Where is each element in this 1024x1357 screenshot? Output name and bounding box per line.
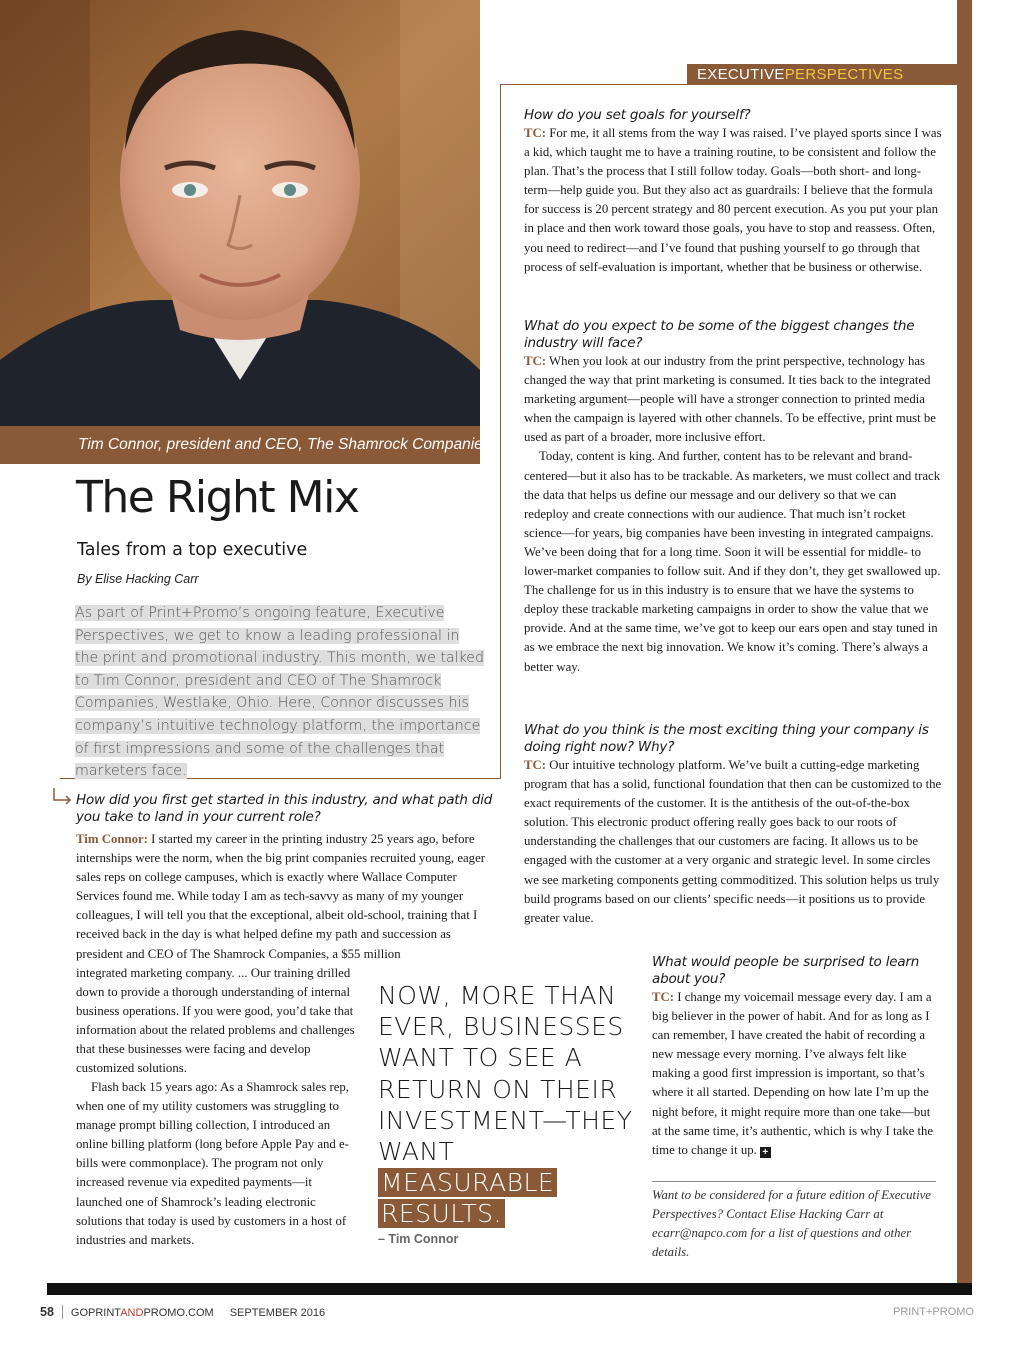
- answer-1-text: I started my career in the printing industry 25 years ago, before internships were the norm, when the big print companies recruited young, eager sales reps on college campuses, which is exactly where Wallace Computer Services found me. While today I am as tech-savvy as many of my younger colleagues, I will tell you that the exceptional, albeit old-school, training that I received back in the day is what helped define my path and succession as president and CEO of The Shamrock Companies, a $55 million: [76, 832, 486, 961]
- photo-caption: Tim Connor, president and CEO, The Shamrock Companies: [0, 426, 480, 464]
- page-edge-bar: [957, 0, 972, 1283]
- site-prefix: GOPRINT: [70, 1307, 121, 1319]
- answer-1-part-2: [76, 964, 356, 1079]
- page-number: 58: [40, 1305, 54, 1319]
- answer-5: [652, 988, 940, 1160]
- banner-part-perspectives: PERSPECTIVES: [784, 66, 904, 83]
- article-byline: By Elise Hacking Carr: [77, 572, 199, 586]
- pull-quote-highlight: MEASURABLE RESULTS.: [378, 1168, 557, 1228]
- page-footer: [40, 1305, 325, 1319]
- answer-1-text-continued: integrated marketing company. ... Our training drilled down to provide a thorough understanding of internal business operations. If you were good, you’d take that information about the related problems and challenges that these businesses were facing and develop customized solutions.: [76, 966, 355, 1076]
- answer-2-text: For me, it all stems from the way I was raised. I’ve played sports since I was a kid, which taught me to have a training routine, to be consistent and follow the plan. That’s the process that I still follow today. Goals—both short- and long-term—help guide you. But they also act as guardrails: I believe that the formula for success is 20 percent strategy and 80 percent execution. As you put your plan in place and then work toward those goals, you have to stop and reassess. Often, you need to redirect—and I’ve found that pushing yourself to go through that process of self-evaluation is important, whether that be business or otherwise.: [524, 126, 942, 274]
- speaker-label: Tim Connor:: [76, 832, 148, 846]
- answer-2: [524, 124, 942, 277]
- question-5-block: [652, 954, 940, 1160]
- banner-rule: [500, 84, 957, 85]
- answer-5-text: I change my voicemail message every day. I am a big believer in the power of habit. And for as long as I can remember, I have created the habit of recording a new message every morning. I’ve always felt like making a good first impression is important, so that’s where it all started. Depending on how late I’m up the night before, it might require more than one take—but at the same time, it’s authentic, which is why I take the time to change it up.: [652, 990, 934, 1157]
- question-4-block: [524, 722, 942, 928]
- pull-quote-text: NOW, MORE THAN EVER, BUSINESSES WANT TO SEE A RETURN ON THEIR INVESTMENT—THEY WANT: [378, 981, 633, 1167]
- question-4: What do you think is the most exciting thing your company is doing right now? Why?: [524, 722, 929, 755]
- site-suffix: PROMO.COM: [143, 1307, 214, 1319]
- answer-1-flashback-text: Flash back 15 years ago: As a Shamrock sales rep, when one of my utility customers was struggling to manage prompt billing collection, I introduced an online billing platform (long before Apple Pay and e-bills were commonplace). The program not only increased revenue via expedited payments—it launched one of Shamrock’s leading electronic solutions that today is used by customers in a host of industries and markets.: [76, 1080, 350, 1247]
- footer-bar: [47, 1283, 972, 1295]
- question-3: What do you expect to be some of the biggest changes the industry will face?: [524, 318, 915, 351]
- speaker-label: TC:: [652, 990, 675, 1004]
- article-title: The Right Mix: [76, 472, 359, 523]
- article-subtitle: Tales from a top executive: [77, 540, 308, 560]
- answer-3-part-2: Today, content is king. And further, content has to be relevant and brand-centered—but it also has to be trackable. As marketers, we must collect and track the data that helps us define our message and our delivery so that we can redeploy and create connections with our audience. That much isn’t rocket science—for years, big companies have been investing in integrated campaigns. We’ve been doing that for a long time. Soon it will be essential for middle- to lower-market companies to follow suit. And if they don’t, they get swallowed up. The challenge for us in this industry is to ensure that we have the systems to deploy these trackable marketing campaigns in order to show the value that we provide. And at the same time, we’ve got to keep our ears open and stay tuned in as we embrace the next big innovation. We know it’s coming. There’s always a better way.: [524, 449, 941, 674]
- arrow-icon: [52, 786, 74, 808]
- banner-part-executive: EXECUTIVE: [697, 66, 785, 83]
- pull-quote: [378, 980, 638, 1230]
- answer-1-part-1: [76, 830, 492, 964]
- pull-quote-attribution: – Tim Connor: [378, 1232, 459, 1246]
- section-banner: [687, 64, 957, 85]
- article-intro: [75, 602, 485, 783]
- site-link[interactable]: [71, 1307, 214, 1319]
- question-2-block: [524, 107, 942, 277]
- site-and: AND: [120, 1307, 144, 1319]
- footer-divider: [62, 1305, 63, 1319]
- answer-1-part-3: [76, 1078, 356, 1250]
- speaker-label: TC:: [524, 126, 547, 140]
- speaker-label: TC:: [524, 758, 547, 772]
- answer-3-text: When you look at our industry from the print perspective, technology has changed the way that print marketing is consumed. It ties back to the integrated marketing argument—people will have a stronger connection to printed media when the campaign is layered with other channels. To be effective, print must be used as part of a broader, more inclusive effort.: [524, 354, 936, 445]
- cta-rule: [652, 1181, 936, 1182]
- answer-3: [524, 352, 942, 447]
- publication-name: PRINT+PROMO: [893, 1306, 974, 1318]
- issue-date: SEPTEMBER 2016: [229, 1307, 326, 1319]
- speaker-label: TC:: [524, 354, 547, 368]
- intro-text: As part of Print+Promo’s ongoing feature, Executive Perspectives, we get to know a leading professional in the print and promotional industry. This month, we talked to Tim Connor, president and CEO of The Shamrock Companies, Westlake, Ohio. Here, Connor discusses his company’s intuitive technology platform, the importance of first impressions and some of the challenges that marketers face.: [75, 605, 485, 780]
- question-1: How did you first get started in this industry, and what path did you take to land in your current role?: [76, 792, 493, 825]
- end-mark-icon: +: [760, 1147, 771, 1158]
- question-3-block: [524, 318, 942, 677]
- question-2: How do you set goals for yourself?: [524, 107, 751, 123]
- question-5: What would people be surprised to learn about you?: [652, 954, 920, 987]
- call-to-action: Want to be considered for a future edition of Executive Perspectives? Contact Elise Hacking Carr at ecarr@napco.com for a list of questions and other details.: [652, 1188, 931, 1260]
- answer-4: [524, 756, 942, 928]
- portrait-photo: [0, 0, 480, 426]
- intro-frame-vertical-rule: [500, 84, 501, 779]
- answer-4-text: Our intuitive technology platform. We’ve built a cutting-edge marketing program that has a solid, functional foundation that then can be customized to the exact requirements of the customer. It is the antithesis of the out-of-the-box solution. This electronic product offering really goes back to our roots of understanding the challenges that our customers are facing. It allows us to be engaged with the customer at a very organic and strategic level. In some circles we see marketing components getting commoditized. This solution helps us truly build programs based on our clients’ specific needs—it positions us to provide greater value.: [524, 758, 942, 925]
